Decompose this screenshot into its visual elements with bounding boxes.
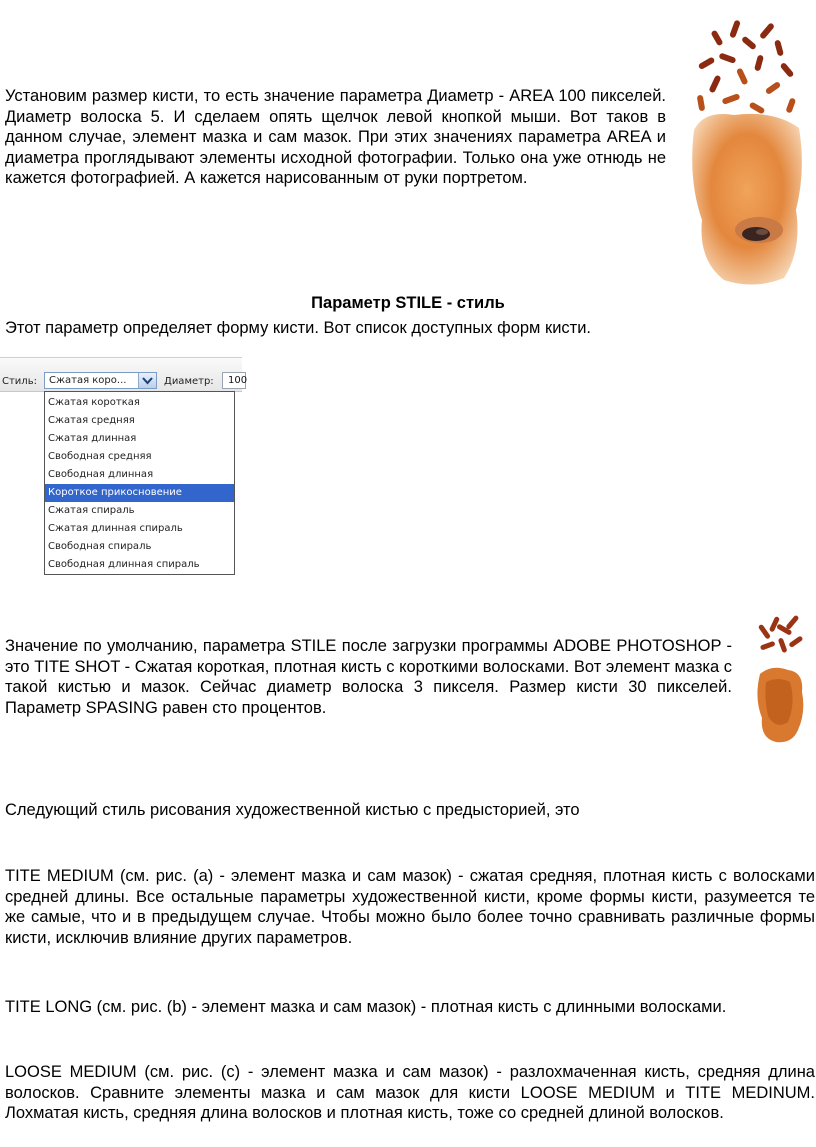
style-label: Стиль: bbox=[2, 376, 37, 387]
dropdown-button[interactable] bbox=[138, 373, 156, 388]
diameter-label: Диаметр: bbox=[164, 376, 214, 387]
brush-style-dropdown-screenshot bbox=[0, 357, 248, 577]
section-heading-stile: Параметр STILE - стиль bbox=[311, 294, 505, 312]
diameter-input[interactable] bbox=[222, 372, 246, 389]
option-item[interactable]: Сжатая средняя bbox=[48, 415, 135, 426]
paragraph-next-style: Следующий стиль рисования художественной кистью с предысторией, это bbox=[5, 801, 580, 819]
tite-short-stroke-image bbox=[752, 612, 810, 747]
style-options-list bbox=[44, 391, 235, 575]
options-toolbar bbox=[0, 357, 248, 392]
style-select-value: Сжатая коро... bbox=[49, 375, 127, 386]
option-item[interactable]: Свободная длинная bbox=[48, 469, 154, 480]
paragraph-area-100: Установим размер кисти, то есть значение параметра Диаметр - AREA 100 пикселей. Диаметр волоска 5. И сделаем опять щелчок левой кнопкой мыши. Вот таков в данном случае, элемент мазка и сам мазок. При этих значениях параметра AREA и диаметра проглядывают элементы исходной фотографии. Только она уже отнюдь не кажется фотографией. А кажется нарисованным от руки портретом. bbox=[5, 87, 666, 187]
paragraph-loose-medium: LOOSE MEDIUM (см. рис. (с) - элемент мазка и сам мазок) - разлохмаченная кисть, средняя длина волосков. Сравните элементы мазка и сам мазок для кисти LOOSE MEDIUM и TITE MEDINUM. Лохматая кисть, средняя длина волосков и плотная кисть, тоже со средней длиной волосков. bbox=[5, 1063, 815, 1122]
option-item[interactable]: Свободная средняя bbox=[48, 451, 152, 462]
option-item-selected[interactable]: Короткое прикосновение bbox=[45, 484, 234, 502]
option-item[interactable]: Сжатая длинная bbox=[48, 433, 137, 444]
option-item[interactable]: Свободная длинная спираль bbox=[48, 559, 200, 570]
diameter-value: 100 bbox=[228, 375, 248, 386]
brush-stroke-portrait-image bbox=[684, 10, 809, 290]
paragraph-stile-intro: Этот параметр определяет форму кисти. Вот список доступных форм кисти. bbox=[5, 319, 592, 337]
option-item[interactable]: Сжатая длинная спираль bbox=[48, 523, 183, 534]
style-select[interactable] bbox=[44, 372, 157, 389]
paragraph-tite-long: TITE LONG (см. рис. (b) - элемент мазка и сам мазок) - плотная кисть с длинными волосками. bbox=[5, 998, 727, 1016]
option-item[interactable]: Сжатая короткая bbox=[48, 397, 140, 408]
paragraph-tite-medium: TITE MEDIUM (см. рис. (а) - элемент мазка и сам мазок) - сжатая средняя, плотная кисть с волосками средней длины. Все остальные параметры художественной кисти, кроме формы кисти, разумеется те же самые, что и в предыдущем случае. Чтобы можно было более точно сравнивать различные формы кисти, исключив влияние других параметров. bbox=[5, 867, 815, 947]
paragraph-default-style: Значение по умолчанию, параметра STILE после загрузки программы ADOBE PHOTOSHOP - это TITE SHOT - Сжатая короткая, плотная кисть с короткими волосками. Вот элемент мазка с такой кистью и мазок. Сейчас диаметр волоска 3 пикселя. Размер кисти 30 пикселей. Параметр SPASING равен сто процентов. bbox=[5, 637, 733, 717]
option-item[interactable]: Сжатая спираль bbox=[48, 505, 135, 516]
option-item[interactable]: Свободная спираль bbox=[48, 541, 152, 552]
chevron-down-icon bbox=[139, 373, 156, 388]
